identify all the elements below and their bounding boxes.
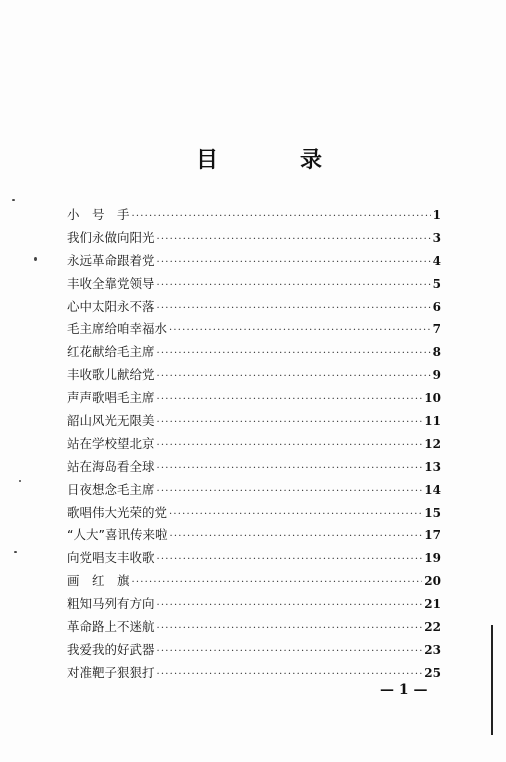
toc-entry-page: 8 (432, 345, 441, 360)
toc-leader-dots (157, 458, 423, 481)
toc-entry-title: 对准靶子狠狠打 (67, 664, 155, 680)
toc-entry (67, 341, 441, 364)
toc-leader-dots (132, 206, 431, 229)
toc-entry (67, 204, 441, 227)
toc-entry-title: 向党唱支丰收歌 (67, 550, 155, 566)
toc-entry (67, 570, 441, 593)
toc-entry (67, 479, 441, 502)
toc-entry-page: 9 (432, 368, 441, 383)
toc-entry-title: 画 红 旗 (67, 573, 130, 589)
toc-entry-page: 17 (424, 528, 441, 543)
toc-entry-page: 23 (424, 642, 441, 657)
toc-leader-dots (157, 641, 423, 664)
toc-entry-title: 声声歌唱毛主席 (67, 390, 155, 406)
scan-speck (34, 257, 37, 261)
title-char-1: 目 (196, 148, 219, 173)
toc-leader-dots (157, 229, 431, 252)
toc-entry (67, 410, 441, 433)
toc-leader-dots (157, 435, 423, 458)
toc-entry-page: 15 (424, 505, 441, 520)
toc-entry (67, 227, 441, 250)
toc-leader-dots (157, 481, 423, 504)
scan-speck (14, 551, 17, 553)
toc-entry-page: 25 (424, 665, 441, 680)
toc-entry-title: 站在学校望北京 (67, 435, 155, 451)
toc-entry (67, 456, 441, 479)
toc-entry-title: 小 号 手 (67, 207, 130, 222)
toc-entry-page: 10 (424, 391, 441, 406)
toc-leader-dots (169, 526, 422, 549)
toc-entry-page: 7 (432, 322, 441, 337)
toc-entry (67, 387, 441, 410)
toc-entry (67, 296, 441, 319)
page-title (0, 143, 506, 173)
toc-entry-page: 12 (424, 436, 441, 451)
toc-leader-dots (157, 298, 431, 321)
toc-entry-page: 1 (432, 208, 441, 222)
toc-entry (67, 593, 441, 616)
toc-entry-page: 5 (432, 276, 441, 291)
toc-entry-title: 丰收全靠党领导 (67, 275, 155, 291)
toc-entry-title: 粗知马列有方向 (67, 596, 155, 612)
toc-leader-dots (169, 504, 422, 527)
toc-entry-page: 19 (424, 551, 441, 566)
toc-entry-title: 韶山风光无限美 (67, 413, 155, 429)
toc-entry (67, 639, 441, 662)
toc-entry-page: 3 (432, 230, 441, 245)
toc-leader-dots (157, 595, 423, 618)
toc-entry (67, 364, 441, 387)
toc-entry (67, 547, 441, 570)
toc-leader-dots (157, 389, 423, 412)
toc-leader-dots (157, 252, 431, 275)
binding-edge-line (491, 625, 493, 735)
toc-leader-dots (157, 366, 431, 389)
toc-entry (67, 273, 441, 296)
toc-entry-page: 14 (424, 482, 441, 497)
toc-entry-title: 站在海岛看全球 (67, 458, 155, 474)
toc-leader-dots (157, 275, 431, 298)
toc-entry-title: 革命路上不迷航 (67, 619, 155, 635)
page-number: — 1 — (380, 682, 428, 698)
toc-entry-title: 我爱我的好武器 (67, 641, 155, 657)
toc-entry (67, 502, 441, 525)
toc-entry-title: 毛主席给咱幸福水 (67, 321, 168, 337)
table-of-contents (67, 204, 441, 685)
toc-leader-dots (157, 618, 423, 641)
toc-entry-title: 永远革命跟着党 (67, 252, 155, 268)
toc-leader-dots (157, 412, 423, 435)
scan-speck (12, 199, 15, 201)
toc-entry-title: 心中太阳永不落 (67, 298, 155, 314)
toc-leader-dots (132, 572, 423, 595)
toc-leader-dots (157, 549, 423, 572)
toc-entry (67, 616, 441, 639)
toc-entry-page: 4 (432, 253, 441, 268)
toc-entry-title: 红花献给毛主席 (67, 344, 155, 360)
toc-entry-title: 丰收歌儿献给党 (67, 367, 155, 383)
toc-entry-title: “人大”喜讯传来啦 (67, 527, 168, 543)
toc-entry-title: 日夜想念毛主席 (67, 481, 155, 497)
toc-entry (67, 524, 441, 547)
toc-entry-page: 11 (424, 414, 441, 429)
toc-leader-dots (157, 343, 431, 366)
toc-entry-page: 21 (424, 597, 441, 612)
scan-speck (19, 480, 21, 482)
toc-entry-title: 我们永做向阳光 (67, 229, 155, 245)
toc-entry-page: 6 (432, 299, 441, 314)
toc-entry-page: 13 (424, 459, 441, 474)
toc-entry-title: 歌唱伟大光荣的党 (67, 504, 168, 520)
toc-entry-page: 20 (424, 574, 441, 589)
toc-entry (67, 433, 441, 456)
toc-entry (67, 250, 441, 273)
toc-leader-dots (169, 320, 431, 343)
toc-entry-page: 22 (424, 620, 441, 635)
toc-entry (67, 318, 441, 341)
title-char-2: 录 (300, 148, 323, 173)
